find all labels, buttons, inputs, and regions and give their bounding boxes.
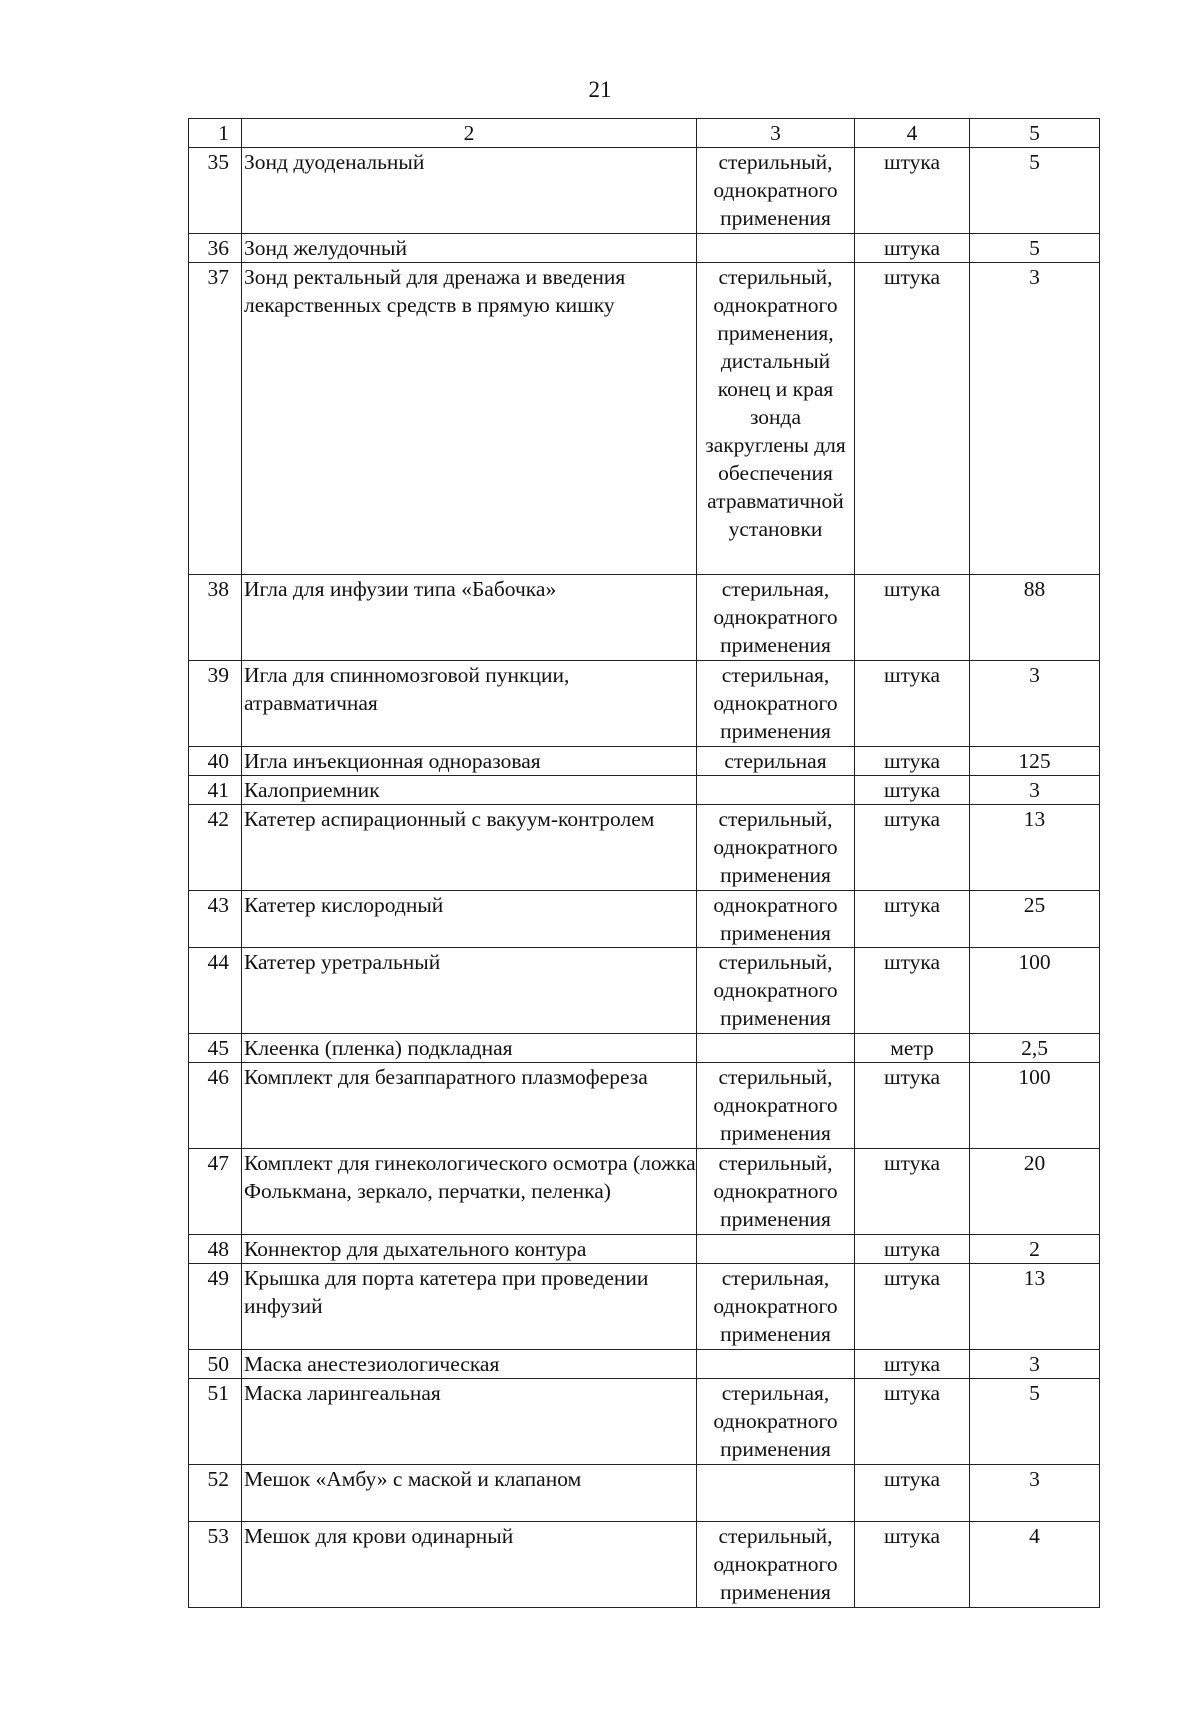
item-spec: однократного применения: [697, 891, 855, 948]
item-quantity: 3: [970, 1465, 1100, 1522]
table-row: [189, 263, 1100, 575]
table-row: [189, 805, 1100, 891]
item-quantity: 2,5: [970, 1034, 1100, 1063]
row-number: 35: [189, 148, 242, 234]
row-number: 52: [189, 1465, 242, 1522]
item-quantity: 20: [970, 1149, 1100, 1235]
row-number: 36: [189, 234, 242, 263]
item-name: Катетер кислородный: [242, 891, 697, 948]
item-name: Маска анестезиологическая: [242, 1350, 697, 1379]
item-quantity: 13: [970, 805, 1100, 891]
item-spec: стерильный, однократного применения: [697, 1522, 855, 1608]
item-unit: штука: [855, 234, 970, 263]
table-header-row: [189, 119, 1100, 148]
item-unit: штука: [855, 747, 970, 776]
item-name: Катетер аспирационный с вакуум-контролем: [242, 805, 697, 891]
item-spec: стерильная, однократного применения: [697, 1379, 855, 1465]
item-name: Комплект для безаппаратного плазмофереза: [242, 1063, 697, 1149]
row-number: 41: [189, 776, 242, 805]
row-number: 47: [189, 1149, 242, 1235]
item-name: Игла инъекционная одноразовая: [242, 747, 697, 776]
row-number: 39: [189, 661, 242, 747]
item-name: Маска ларингеальная: [242, 1379, 697, 1465]
table-row: [189, 1235, 1100, 1264]
row-number: 42: [189, 805, 242, 891]
item-spec: стерильная, однократного применения: [697, 575, 855, 661]
header-col-1: 1: [189, 119, 242, 148]
item-quantity: 4: [970, 1522, 1100, 1608]
table-row: [189, 148, 1100, 234]
table-row: [189, 234, 1100, 263]
item-quantity: 100: [970, 1063, 1100, 1149]
item-spec: стерильный, однократного применения: [697, 805, 855, 891]
item-spec: [697, 1235, 855, 1264]
table-row: [189, 1063, 1100, 1149]
row-number: 46: [189, 1063, 242, 1149]
row-number: 40: [189, 747, 242, 776]
item-name: Зонд желудочный: [242, 234, 697, 263]
item-unit: штука: [855, 148, 970, 234]
item-unit: штука: [855, 575, 970, 661]
item-unit: штука: [855, 1063, 970, 1149]
item-unit: штука: [855, 1522, 970, 1608]
item-name: Клеенка (пленка) подкладная: [242, 1034, 697, 1063]
item-unit: штука: [855, 1379, 970, 1465]
table-row: [189, 1465, 1100, 1522]
item-spec: [697, 1465, 855, 1522]
table-row: [189, 575, 1100, 661]
header-col-4: 4: [855, 119, 970, 148]
item-unit: штука: [855, 776, 970, 805]
item-name: Мешок «Амбу» с маской и клапаном: [242, 1465, 697, 1522]
item-spec: стерильная, однократного применения: [697, 661, 855, 747]
item-quantity: 3: [970, 776, 1100, 805]
item-quantity: 3: [970, 1350, 1100, 1379]
row-number: 38: [189, 575, 242, 661]
item-unit: штука: [855, 263, 970, 575]
item-quantity: 13: [970, 1264, 1100, 1350]
table-row: [189, 1522, 1100, 1608]
item-name: Коннектор для дыхательного контура: [242, 1235, 697, 1264]
item-name: Мешок для крови одинарный: [242, 1522, 697, 1608]
item-spec: [697, 1350, 855, 1379]
table-row: [189, 1379, 1100, 1465]
supplies-table: [188, 118, 1100, 1608]
table-row: [189, 776, 1100, 805]
table-row: [189, 948, 1100, 1034]
row-number: 45: [189, 1034, 242, 1063]
item-unit: штука: [855, 891, 970, 948]
item-name: Комплект для гинекологического осмотра (ложка Фолькмана, зеркало, перчатки, пеленка): [242, 1149, 697, 1235]
item-quantity: 2: [970, 1235, 1100, 1264]
item-quantity: 3: [970, 661, 1100, 747]
row-number: 50: [189, 1350, 242, 1379]
table-row: [189, 747, 1100, 776]
item-spec: [697, 234, 855, 263]
item-quantity: 3: [970, 263, 1100, 575]
item-unit: штука: [855, 1350, 970, 1379]
row-number: 37: [189, 263, 242, 575]
item-name: Зонд ректальный для дренажа и введения лекарственных средств в прямую кишку: [242, 263, 697, 575]
item-unit: метр: [855, 1034, 970, 1063]
item-spec: стерильный, однократного применения: [697, 1149, 855, 1235]
item-name: Катетер уретральный: [242, 948, 697, 1034]
item-quantity: 88: [970, 575, 1100, 661]
item-spec: стерильная, однократного применения: [697, 1264, 855, 1350]
item-quantity: 5: [970, 148, 1100, 234]
table-row: [189, 661, 1100, 747]
item-spec: стерильный, однократного применения, дистальный конец и края зонда закруглены для обеспечения атравматичной установки: [697, 263, 855, 575]
header-col-3: 3: [697, 119, 855, 148]
item-quantity: 5: [970, 1379, 1100, 1465]
row-number: 43: [189, 891, 242, 948]
item-name: Игла для спинномозговой пункции, атравматичная: [242, 661, 697, 747]
item-unit: штука: [855, 1264, 970, 1350]
item-spec: [697, 1034, 855, 1063]
item-unit: штука: [855, 1235, 970, 1264]
item-quantity: 125: [970, 747, 1100, 776]
table-row: [189, 1149, 1100, 1235]
table-row: [189, 1350, 1100, 1379]
item-name: Игла для инфузии типа «Бабочка»: [242, 575, 697, 661]
item-unit: штука: [855, 661, 970, 747]
item-name: Калоприемник: [242, 776, 697, 805]
item-spec: стерильная: [697, 747, 855, 776]
page-number: 21: [588, 77, 612, 102]
item-quantity: 100: [970, 948, 1100, 1034]
row-number: 51: [189, 1379, 242, 1465]
item-unit: штука: [855, 805, 970, 891]
item-spec: стерильный, однократного применения: [697, 148, 855, 234]
row-number: 49: [189, 1264, 242, 1350]
item-unit: штука: [855, 1465, 970, 1522]
item-spec: [697, 776, 855, 805]
header-col-5: 5: [970, 119, 1100, 148]
row-number: 44: [189, 948, 242, 1034]
item-unit: штука: [855, 1149, 970, 1235]
table-row: [189, 1034, 1100, 1063]
item-name: Крышка для порта катетера при проведении инфузий: [242, 1264, 697, 1350]
item-quantity: 25: [970, 891, 1100, 948]
row-number: 48: [189, 1235, 242, 1264]
item-quantity: 5: [970, 234, 1100, 263]
row-number: 53: [189, 1522, 242, 1608]
item-unit: штука: [855, 948, 970, 1034]
header-col-2: 2: [242, 119, 697, 148]
item-name: Зонд дуоденальный: [242, 148, 697, 234]
item-spec: стерильный, однократного применения: [697, 1063, 855, 1149]
item-spec: стерильный, однократного применения: [697, 948, 855, 1034]
table-row: [189, 1264, 1100, 1350]
table-row: [189, 891, 1100, 948]
